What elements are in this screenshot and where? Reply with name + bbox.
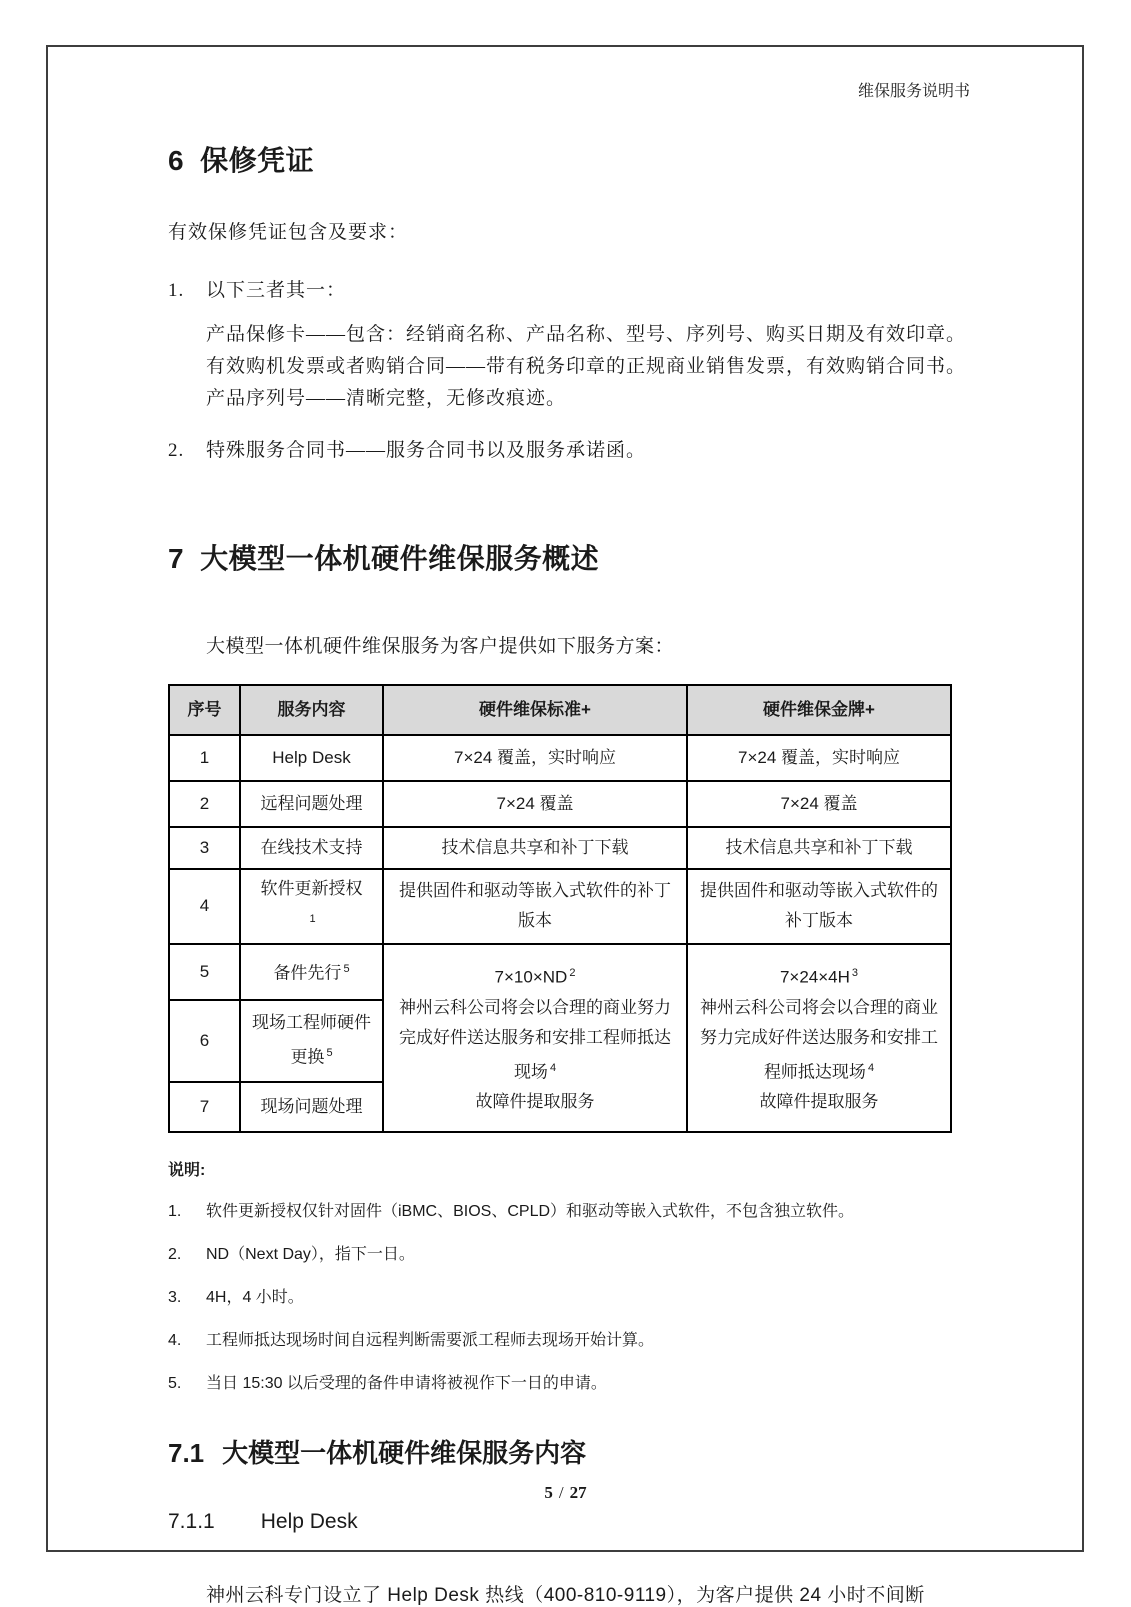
section-7-1-1-number: 7.1.1: [168, 1509, 215, 1533]
section-7-1-title: 大模型一体机硬件维保服务内容: [222, 1437, 587, 1468]
sla-extra: 故障件提取服务: [759, 1092, 879, 1112]
note-item: [168, 1244, 970, 1266]
sla-line: [696, 958, 942, 993]
note-number: 2.: [168, 1245, 182, 1263]
section-7-1-1-title: Help Desk: [260, 1509, 358, 1533]
helpdesk-paragraph: 神州云科专门设立了 Help Desk 热线（400-810-9119），为客户提供 24 小时不间断: [206, 1584, 925, 1606]
list-item-2-number: 2.: [168, 440, 185, 461]
sla-description: [392, 993, 678, 1088]
footnote-ref: 5: [326, 1047, 333, 1060]
note-item: [168, 1201, 970, 1223]
cell-no: 7: [169, 1082, 240, 1132]
running-header: 维保服务说明书: [857, 83, 970, 100]
notes-label: 说明:: [168, 1161, 206, 1179]
footnote-ref: 4: [867, 1061, 875, 1074]
header-cell-service: 服务内容: [240, 685, 383, 735]
detail-line: 产品保修卡——包含：经销商名称、产品名称、型号、序列号、购买日期及有效印章。: [206, 324, 967, 345]
service-plan-table: [168, 684, 952, 1133]
list-item-1-details: [206, 319, 970, 415]
cell-service-footref: [249, 904, 374, 939]
list-item-2: [168, 435, 970, 467]
section-7-heading: [168, 537, 970, 577]
page-number-total: 27: [569, 1483, 587, 1502]
sla-value: 7×24×4H: [779, 967, 850, 987]
section-6-number: 6: [168, 145, 185, 176]
section-7-1-number: 7.1: [168, 1437, 205, 1468]
page-number-separator: /: [558, 1483, 564, 1502]
document-page: [168, 0, 970, 1607]
page-footer: [0, 1483, 1131, 1503]
footnote-ref: 5: [343, 963, 350, 976]
cell-standard: 技术信息共享和补丁下载: [383, 827, 687, 869]
cell-no: 1: [169, 735, 240, 781]
cell-service-text: 备件先行: [273, 963, 342, 983]
cell-no: 6: [169, 1000, 240, 1082]
cell-service-text: 软件更新授权: [260, 879, 363, 898]
header-cell-standard: 硬件维保标准+: [383, 685, 687, 735]
section-7-intro: 大模型一体机硬件维保服务为客户提供如下服务方案：: [206, 636, 675, 657]
cell-gold-merged: [687, 944, 951, 1132]
footnote-ref: 3: [851, 967, 859, 979]
footnote-ref: 1: [309, 913, 316, 925]
table-header-row: [169, 685, 951, 735]
detail-line: 产品序列号——清晰完整，无修改痕迹。: [206, 388, 567, 409]
cell-standard: 7×24 覆盖，实时响应: [383, 735, 687, 781]
table-row: [169, 944, 951, 1000]
page-number-current: 5: [544, 1483, 553, 1502]
cell-standard-merged: [383, 944, 687, 1132]
list-item-1: [168, 275, 970, 307]
cell-service: Help Desk: [240, 735, 383, 781]
detail-line: 有效购机发票或者购销合同——带有税务印章的正规商业销售发票，有效购销合同书。: [206, 356, 967, 377]
section-6-intro: 有效保修凭证包含及要求：: [168, 222, 409, 243]
sla-description-text: 神州云科公司将会以合理的商业努力完成好件送达服务和安排工程师抵达现场: [399, 997, 671, 1082]
note-text: 工程师抵达现场时间自远程判断需要派工程师去现场开始计算。: [206, 1331, 655, 1349]
cell-service: [240, 944, 383, 1000]
sla-description-text: 神州云科公司将会以合理的商业努力完成好件送达服务和安排工程师抵达现场: [700, 997, 938, 1082]
header-cell-no: 序号: [169, 685, 240, 735]
note-item: [168, 1330, 970, 1352]
note-text: ND（Next Day），指下一日。: [206, 1245, 415, 1263]
sla-line: [392, 958, 678, 993]
section-6-heading: [168, 139, 970, 179]
cell-service: [240, 869, 383, 944]
sla-value: 7×10×ND: [494, 967, 568, 987]
list-item-1-text: 以下三者其一：: [206, 280, 347, 301]
list-item-2-text: 特殊服务合同书——服务合同书以及服务承诺函。: [206, 440, 647, 461]
section-7-title: 大模型一体机硬件维保服务概述: [200, 543, 600, 574]
cell-no: 2: [169, 781, 240, 827]
note-number: 1.: [168, 1202, 182, 1220]
cell-gold: 提供固件和驱动等嵌入式软件的补丁版本: [687, 869, 951, 944]
cell-gold: 技术信息共享和补丁下载: [687, 827, 951, 869]
table-row: [169, 827, 951, 869]
note-item: [168, 1287, 970, 1309]
cell-standard: 7×24 覆盖: [383, 781, 687, 827]
cell-service: [240, 1000, 383, 1082]
footnote-ref: 2: [569, 967, 576, 979]
note-text: 软件更新授权仅针对固件（iBMC、BIOS、CPLD）和驱动等嵌入式软件，不包含独立软件。: [206, 1202, 855, 1220]
cell-service: 远程问题处理: [240, 781, 383, 827]
note-item: [168, 1373, 970, 1395]
cell-service-text: 现场工程师硬件更换: [252, 1013, 371, 1067]
cell-no: 5: [169, 944, 240, 1000]
cell-service: 在线技术支持: [240, 827, 383, 869]
cell-gold: 7×24 覆盖，实时响应: [687, 735, 951, 781]
header-cell-gold: 硬件维保金牌+: [687, 685, 951, 735]
note-text: 4H，4 小时。: [206, 1288, 304, 1306]
cell-no: 4: [169, 869, 240, 944]
section-7-1-1-heading: [168, 1510, 970, 1534]
table-row: [169, 869, 951, 944]
footnote-ref: 4: [549, 1061, 557, 1074]
table-row: [169, 781, 951, 827]
cell-gold: 7×24 覆盖: [687, 781, 951, 827]
cell-standard: 提供固件和驱动等嵌入式软件的补丁版本: [383, 869, 687, 944]
section-7-number: 7: [168, 543, 185, 574]
table-row: [169, 735, 951, 781]
note-number: 3.: [168, 1288, 182, 1306]
cell-no: 3: [169, 827, 240, 869]
list-item-1-number: 1.: [168, 280, 185, 301]
sla-description: [696, 993, 942, 1088]
note-number: 4.: [168, 1331, 182, 1349]
section-6-title: 保修凭证: [200, 145, 315, 176]
cell-service: 现场问题处理: [240, 1082, 383, 1132]
note-text: 当日 15:30 以后受理的备件申请将被视作下一日的申请。: [206, 1374, 607, 1392]
note-number: 5.: [168, 1374, 182, 1392]
section-7-1-heading: [168, 1433, 970, 1470]
sla-extra: 故障件提取服务: [475, 1092, 595, 1112]
